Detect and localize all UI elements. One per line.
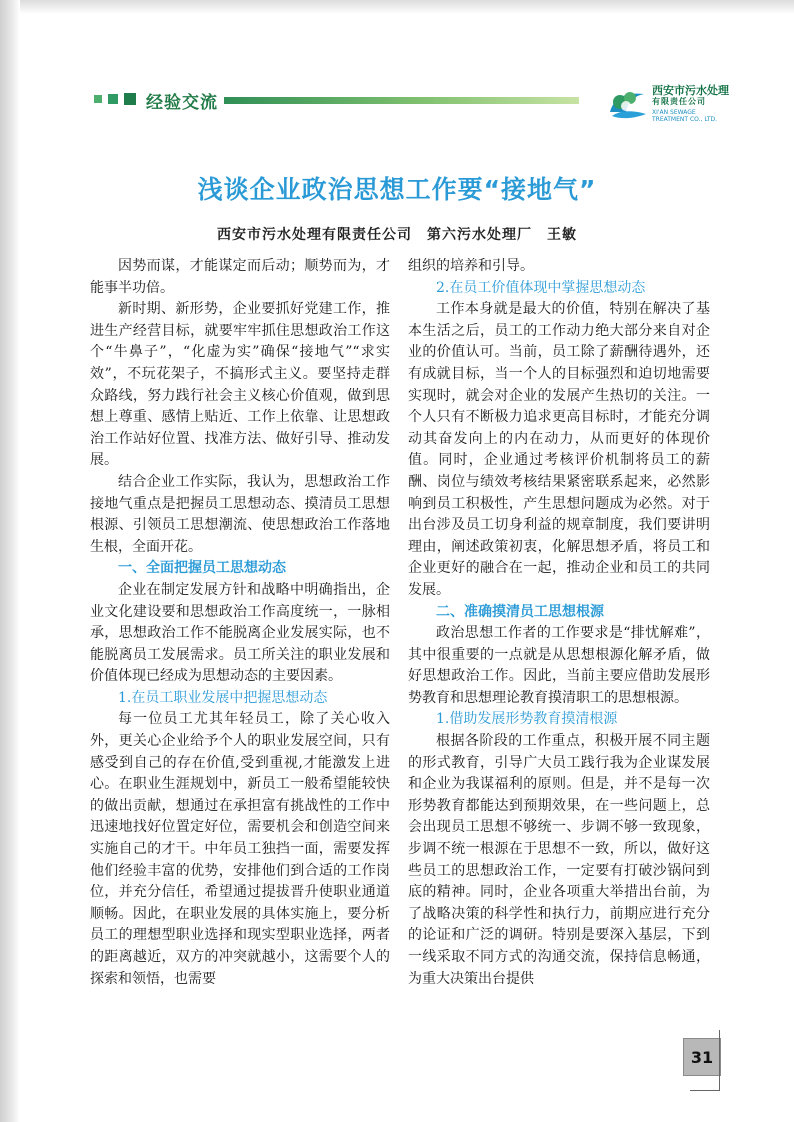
paragraph: 组织的培养和引导。 [408, 258, 534, 274]
article-title: 浅谈企业政治思想工作要“接地气” [197, 175, 597, 204]
paragraph: 因势而谋，才能谋定而后动；顺势而为，才能事半功倍。 [90, 258, 390, 296]
header-square-1 [94, 95, 102, 103]
binding-edge [0, 0, 20, 1122]
paragraph: 新时期、新形势，企业要抓好党建工作，推进生产经营目标，就要牢牢抓住思想政治工作这个“牛鼻子”，“化虚为实”确保“接地气”“求实效”，不玩花架子，不搞形式主义。要坚持走群众路线，努力践行社会主义核心价值观，做到思想上尊重、感情上贴近、工作上依靠、让思想政治工作站好位置、找准方法、做好引导、推动发展。 [90, 301, 390, 469]
section-label: 经验交流 [146, 93, 218, 113]
page-number-rule-vertical [719, 1030, 720, 1090]
page-number-rule-horizontal [690, 1090, 720, 1091]
left-column [90, 256, 390, 990]
paragraph: 政治思想工作者的工作要求是“排忧解难”，其中很重要的一点就是从思想根源化解矛盾，做好思想政治工作。因此，当前主要应借助发展形势教育和思想理论教育摸清职工的思想根源。 [408, 625, 710, 706]
subsection-heading: 1.在员工职业发展中把握思想动态 [118, 689, 328, 706]
top-edge-shadow [20, 0, 794, 14]
logo-name-en-1: XI'AN SEWAGE [652, 109, 696, 116]
company-logo [606, 80, 756, 130]
page-header [20, 84, 794, 124]
logo-name-cn: 西安市污水处理 [652, 84, 729, 97]
subsection-heading: 1.借助发展形势教育摸清根源 [436, 711, 618, 728]
paragraph: 企业在制定发展方针和战略中明确指出，企业文化建设要和思想政治工作高度统一，一脉相承，思想政治工作不能脱离企业发展实际，也不能脱离员工发展需求。员工所关注的职业发展和价值体现已经成为思想动态的主要因素。 [90, 581, 390, 685]
header-gradient-bar [224, 97, 579, 104]
logo-name-en-2: TREATMENT CO., LTD. [652, 116, 718, 123]
section-heading: 一、全面把握员工思想动态 [118, 560, 286, 577]
header-square-2 [108, 94, 118, 104]
logo-sub-cn: 有限责任公司 [652, 97, 706, 106]
header-square-3 [124, 93, 136, 105]
header-squares [94, 94, 136, 105]
paragraph: 工作本身就是最大的价值，特别在解决了基本生活之后，员工的工作动力绝大部分来自对企业的价值认可。当前，员工除了薪酬待遇外，还有成就目标，当一个人的目标强烈和迫切地需要实现时，就会对企业的发展产生热切的关注。一个人只有不断极力追求更高目标时，才能充分调动其奋发向上的内在动力，从而更好的体现价值。同时，企业通过考核评价机制将员工的薪酬、岗位与绩效考核结果紧密联系起来，必然影响到员工积极性，产生思想问题成为必然。对于出台涉及员工切身利益的规章制度，我们要讲明理由，阐述政策初衷，化解思想矛盾，将员工和企业更好的融合在一起，推动企业和员工的共同发展。 [408, 301, 710, 598]
paragraph: 结合企业工作实际，我认为，思想政治工作接地气重点是把握员工思想动态、摸清员工思想根源、引领员工思想潮流、使思想政治工作落地生根，全面开花。 [90, 473, 390, 555]
page-number: 31 [683, 1038, 721, 1076]
subsection-heading: 2.在员工价值体现中掌握思想动态 [436, 279, 646, 296]
section-heading: 二、准确摸清员工思想根源 [436, 603, 604, 620]
article-byline: 西安市污水处理有限责任公司 第六污水处理厂 王敏 [217, 227, 577, 243]
paragraph: 每一位员工尤其年轻员工，除了关心收入外，更关心企业给予个人的职业发展空间，只有感受到自己的存在价值,受到重视,才能激发上进心。在职业生涯规划中，新员工一般希望能较快的做出贡献，想通过在承担富有挑战性的工作中迅速地找好位置定好位，需要机会和创造空间来实施自己的才干。中年员工独挡一面，需要发挥他们经验丰富的优势，安排他们到合适的工作岗位，并充分信任，希望通过提拔晋升使职业通道顺畅。因此，在职业发展的具体实施上，要分析员工的理想型职业选择和现实型职业选择，两者的距离越近，双方的冲突就越小，这需要个人的探索和领悟，也需要 [90, 711, 390, 987]
paragraph: 根据各阶段的工作重点，积极开展不同主题的形式教育，引导广大员工践行我为企业谋发展和企业为我谋福利的原则。但是，并不是每一次形势教育都能达到预期效果，在一些问题上，总会出现员工思想不够统一、步调不够一致现象，步调不统一根源在于思想不一致，所以，做好这些员工的思想政治工作，一定要有打破沙锅问到底的精神。同时，企业各项重大举措出台前，为了战略决策的科学性和执行力，前期应进行充分的论证和广泛的调研。特别是要深入基层，下到一线采取不同方式的沟通交流，保持信息畅通，为重大决策出台提供 [408, 733, 710, 987]
right-column [408, 256, 710, 990]
water-drop-logo-icon [606, 82, 648, 124]
